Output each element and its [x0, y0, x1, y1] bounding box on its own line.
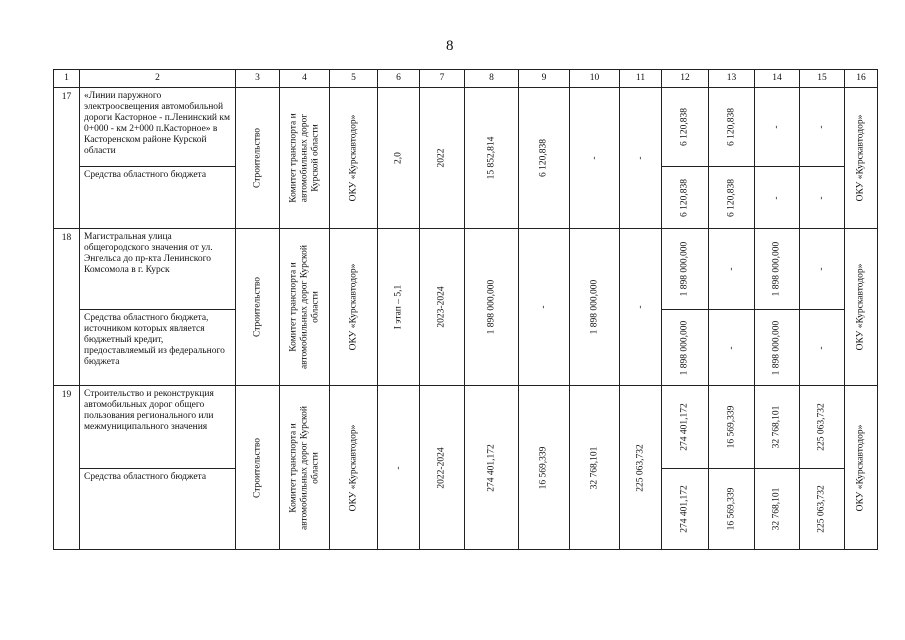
- capacity-cell: [378, 386, 420, 550]
- header-cell: 12: [662, 70, 709, 88]
- operator-cell: [330, 229, 378, 386]
- col16-cell: [845, 88, 878, 229]
- total-cost: 274 401,172: [486, 443, 496, 492]
- header-cell: 6: [378, 70, 420, 88]
- header-cell: 8: [465, 70, 519, 88]
- work-type: Строительство: [252, 276, 262, 338]
- operator: ОКУ «Курскавтодор»: [348, 114, 358, 202]
- header-cell: 15: [800, 70, 845, 88]
- col14-bottom-value: 1 898 000,000: [771, 320, 782, 375]
- row-number: 18: [54, 229, 80, 386]
- col9-cell: [519, 88, 570, 229]
- col14-top-cell: [755, 229, 800, 310]
- header-cell: 5: [330, 70, 378, 88]
- col15-top-value: -: [816, 125, 827, 129]
- col16-cell: [845, 386, 878, 550]
- work-type-cell: [236, 88, 280, 229]
- col14-bottom-cell: [755, 310, 800, 386]
- page-number: 8: [446, 38, 454, 54]
- col10-value: 32 768,101: [589, 446, 599, 489]
- col14-top-value: 1 898 000,000: [771, 241, 782, 297]
- operator: ОКУ «Курскавтодор»: [348, 424, 358, 511]
- data-table: [53, 69, 878, 550]
- header-cell: 10: [570, 70, 620, 88]
- col10-cell: [570, 386, 620, 550]
- col11-cell: [620, 229, 662, 386]
- col15-top-value: -: [816, 267, 827, 271]
- total-cost: 15 852,814: [486, 136, 496, 180]
- col13-bottom-cell: [709, 167, 755, 229]
- funding-source: Средства областного бюджета: [80, 469, 236, 550]
- col13-bottom-cell: [709, 469, 755, 550]
- col13-top-value: -: [726, 267, 736, 271]
- col15-bottom-cell: [800, 310, 845, 386]
- col16-cell: [845, 229, 878, 386]
- col9-value: -: [538, 305, 549, 309]
- table-row: [54, 229, 878, 310]
- operator-cell: [330, 88, 378, 229]
- col14-bottom-value: 32 768,101: [771, 487, 782, 531]
- col12-top-value: 274 401,172: [679, 403, 690, 451]
- customer-cell: [280, 386, 330, 550]
- col13-top-value: 6 120,838: [726, 108, 736, 146]
- operator: ОКУ «Курскавтодор»: [348, 263, 358, 351]
- total-cost-cell: [465, 386, 519, 550]
- col11-value: -: [635, 305, 645, 309]
- col11-cell: [620, 88, 662, 229]
- col12-top-cell: [662, 88, 709, 167]
- col9-cell: [519, 386, 570, 550]
- total-cost-cell: [465, 88, 519, 229]
- header-row: [54, 70, 878, 88]
- col15-bottom-value: -: [816, 195, 827, 200]
- work-type: Строительство: [252, 437, 262, 498]
- customer: Комитет транспорта и автомобильных дорог Курской области: [288, 113, 320, 203]
- col9-value: 6 120,838: [538, 139, 549, 177]
- col15-bottom-value: 225 063,732: [816, 485, 827, 533]
- col13-top-cell: [709, 229, 755, 310]
- col15-top-cell: [800, 229, 845, 310]
- header-cell: 11: [620, 70, 662, 88]
- col13-top-cell: [709, 88, 755, 167]
- col12-top-value: 1 898 000,000: [679, 241, 690, 297]
- col15-top-cell: [800, 386, 845, 469]
- col15-bottom-value: -: [816, 345, 827, 350]
- header-cell: 14: [755, 70, 800, 88]
- col10-value: 1 898 000,000: [589, 279, 599, 335]
- col12-top-cell: [662, 386, 709, 469]
- col15-top-value: 225 063,732: [816, 403, 827, 451]
- customer-cell: [280, 229, 330, 386]
- col13-bottom-value: 16 569,339: [726, 487, 736, 531]
- capacity: 2,0: [393, 152, 403, 164]
- col15-bottom-cell: [800, 167, 845, 229]
- col12-bottom-cell: [662, 310, 709, 386]
- col16-value: ОКУ «Курскавтодор»: [855, 114, 866, 202]
- col14-top-value: 32 768,101: [771, 405, 782, 449]
- col15-bottom-cell: [800, 469, 845, 550]
- col11-cell: [620, 386, 662, 550]
- object-name: «Линии паружного электроосвещения автомобильной дороги Касторное - п.Ленинский км 0+000 - км 2+000 п.Касторное» в Касторенском районе Курской области: [80, 88, 236, 167]
- funding-source: Средства областного бюджета: [80, 167, 236, 229]
- col13-top-cell: [709, 386, 755, 469]
- row-number: 19: [54, 386, 80, 550]
- period-cell: [420, 386, 465, 550]
- work-type: Строительство: [252, 127, 262, 189]
- col12-top-value: 6 120,838: [679, 108, 690, 146]
- capacity-cell: [378, 229, 420, 386]
- col13-top-value: 16 569,339: [726, 405, 736, 449]
- col13-bottom-cell: [709, 310, 755, 386]
- period-cell: [420, 88, 465, 229]
- col10-value: -: [589, 156, 599, 160]
- col9-value: 16 569,339: [538, 446, 549, 489]
- col15-top-cell: [800, 88, 845, 167]
- header-cell: 1: [54, 70, 80, 88]
- period: 2022-2024: [436, 446, 447, 489]
- col14-top-cell: [755, 386, 800, 469]
- capacity: I этап – 5,1: [393, 284, 403, 330]
- period: 2023-2024: [436, 286, 447, 328]
- header-cell: 4: [280, 70, 330, 88]
- col12-bottom-value: 274 401,172: [679, 485, 690, 533]
- col13-bottom-value: -: [726, 345, 736, 350]
- header-cell: 16: [845, 70, 878, 88]
- col14-bottom-cell: [755, 167, 800, 229]
- col12-bottom-value: 6 120,838: [679, 178, 690, 217]
- col13-bottom-value: 6 120,838: [726, 178, 736, 217]
- work-type-cell: [236, 386, 280, 550]
- table-row: [54, 88, 878, 167]
- row-number: 17: [54, 88, 80, 229]
- col10-cell: [570, 229, 620, 386]
- total-cost: 1 898 000,000: [486, 279, 496, 335]
- table-row: [54, 386, 878, 469]
- header-cell: 9: [519, 70, 570, 88]
- operator-cell: [330, 386, 378, 550]
- col10-cell: [570, 88, 620, 229]
- col12-bottom-cell: [662, 469, 709, 550]
- header-cell: 7: [420, 70, 465, 88]
- header-cell: 13: [709, 70, 755, 88]
- col12-bottom-cell: [662, 167, 709, 229]
- col14-bottom-cell: [755, 469, 800, 550]
- col14-top-cell: [755, 88, 800, 167]
- col14-top-value: -: [771, 125, 782, 129]
- funding-source: Средства областного бюджета, источником которых является бюджетный кредит, предоставляемый из федерального бюджета: [80, 310, 236, 386]
- customer-cell: [280, 88, 330, 229]
- col12-bottom-value: 1 898 000,000: [679, 320, 690, 375]
- col12-top-cell: [662, 229, 709, 310]
- header-cell: 3: [236, 70, 280, 88]
- col16-value: ОКУ «Курскавтодор»: [855, 263, 866, 351]
- col14-bottom-value: -: [771, 195, 782, 200]
- header-cell: 2: [80, 70, 236, 88]
- col11-value: -: [635, 156, 645, 160]
- capacity: -: [393, 465, 403, 470]
- customer: Комитет транспорта и автомобильных дорог Курской области: [288, 244, 320, 370]
- total-cost-cell: [465, 229, 519, 386]
- period-cell: [420, 229, 465, 386]
- object-name: Строительство и реконструкция автомобильных дорог общего пользования регионального или межмуниципального значения: [80, 386, 236, 469]
- work-type-cell: [236, 229, 280, 386]
- col11-value: 225 063,732: [635, 443, 645, 492]
- object-name: Магистральная улица общегородского значения от ул. Энгельса до пр-кта Ленинского Комсомола в г. Курск: [80, 229, 236, 310]
- capacity-cell: [378, 88, 420, 229]
- col16-value: ОКУ «Курскавтодор»: [855, 424, 866, 511]
- period: 2022: [436, 148, 447, 168]
- customer: Комитет транспорта и автомобильных дорог Курской области: [288, 405, 320, 530]
- col9-cell: [519, 229, 570, 386]
